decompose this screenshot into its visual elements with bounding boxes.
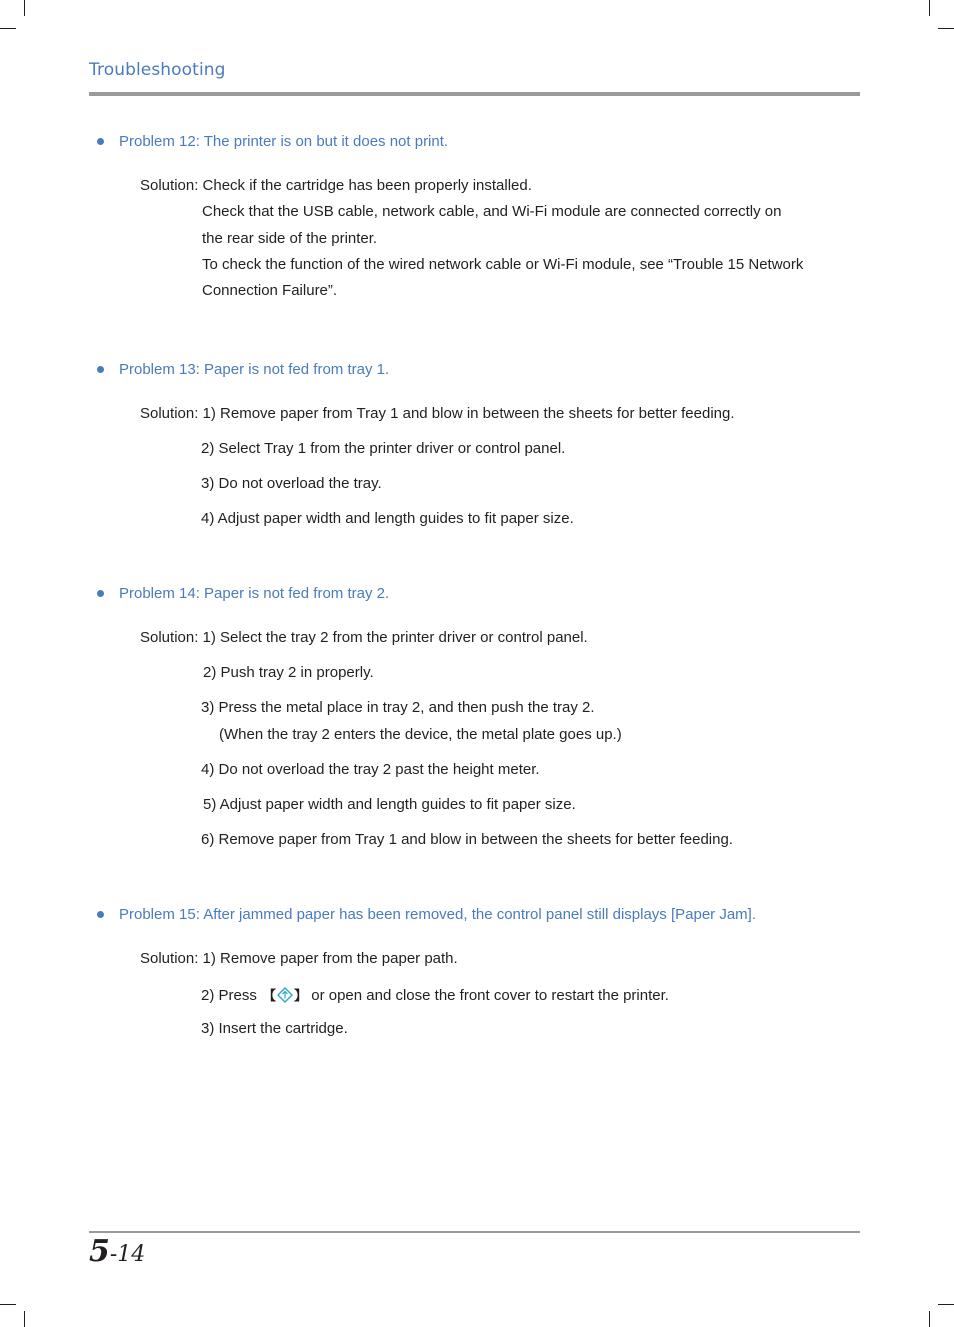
solution-line: 2) Push tray 2 in properly. <box>203 664 374 681</box>
solution-line: Connection Failure”. <box>202 282 338 299</box>
solution-line: 3) Insert the cartridge. <box>201 1020 348 1037</box>
crop-mark <box>24 1311 25 1327</box>
solution-line: Solution: Check if the cartridge has been properly installed. <box>140 177 532 194</box>
crop-mark <box>938 1304 954 1305</box>
solution-line-press <box>201 985 669 1004</box>
bullet-icon <box>97 911 104 918</box>
page-number <box>89 1234 145 1269</box>
bullet-icon <box>97 138 104 145</box>
bullet-icon <box>97 366 104 373</box>
problem-14-title: Problem 14: Paper is not fed from tray 2. <box>119 585 390 602</box>
solution-line: To check the function of the wired network cable or Wi-Fi module, see “Trouble 15 Network <box>202 256 804 273</box>
solution-line: Check that the USB cable, network cable, and Wi-Fi module are connected correctly on <box>202 203 782 220</box>
solution-line: Solution: 1) Select the tray 2 from the printer driver or control panel. <box>140 629 588 646</box>
crop-mark <box>929 1311 930 1327</box>
solution-line: 6) Remove paper from Tray 1 and blow in between the sheets for better feeding. <box>201 831 733 848</box>
solution-line: 2) Select Tray 1 from the printer driver or control panel. <box>201 440 566 457</box>
bracket-open: 【 <box>263 989 277 1004</box>
solution-line: 3) Do not overload the tray. <box>201 475 382 492</box>
press-text-rest: or open and close the front cover to restart the printer. <box>311 987 669 1004</box>
page-suffix: -14 <box>109 1242 146 1267</box>
solution-line: (When the tray 2 enters the device, the metal plate goes up.) <box>219 726 622 743</box>
section-title: Troubleshooting <box>89 60 226 80</box>
crop-mark <box>24 0 25 16</box>
crop-mark <box>929 0 930 16</box>
crop-mark <box>938 28 954 29</box>
solution-line: Solution: 1) Remove paper from Tray 1 and blow in between the sheets for better feeding. <box>140 405 735 422</box>
crop-mark <box>0 28 16 29</box>
start-key-icon <box>277 987 293 1003</box>
crop-mark <box>0 1304 16 1305</box>
problem-12-title: Problem 12: The printer is on but it does not print. <box>119 133 449 150</box>
solution-line: 3) Press the metal place in tray 2, and then push the tray 2. <box>201 699 595 716</box>
solution-line: 5) Adjust paper width and length guides to fit paper size. <box>203 796 576 813</box>
bracket-close: 】 <box>294 989 308 1004</box>
footer-rule <box>89 1231 860 1233</box>
solution-line: Solution: 1) Remove paper from the paper path. <box>140 950 458 967</box>
solution-line: 4) Adjust paper width and length guides to fit paper size. <box>201 510 574 527</box>
solution-line: the rear side of the printer. <box>202 230 378 247</box>
problem-15-title: Problem 15: After jammed paper has been removed, the control panel still displays [Paper Jam]. <box>119 906 756 923</box>
problem-13-title: Problem 13: Paper is not fed from tray 1. <box>119 361 390 378</box>
press-text: 2) Press <box>201 987 257 1004</box>
solution-line: 4) Do not overload the tray 2 past the height meter. <box>201 761 540 778</box>
chapter-number: 5 <box>89 1234 110 1269</box>
header-rule <box>89 92 860 96</box>
bullet-icon <box>97 590 104 597</box>
